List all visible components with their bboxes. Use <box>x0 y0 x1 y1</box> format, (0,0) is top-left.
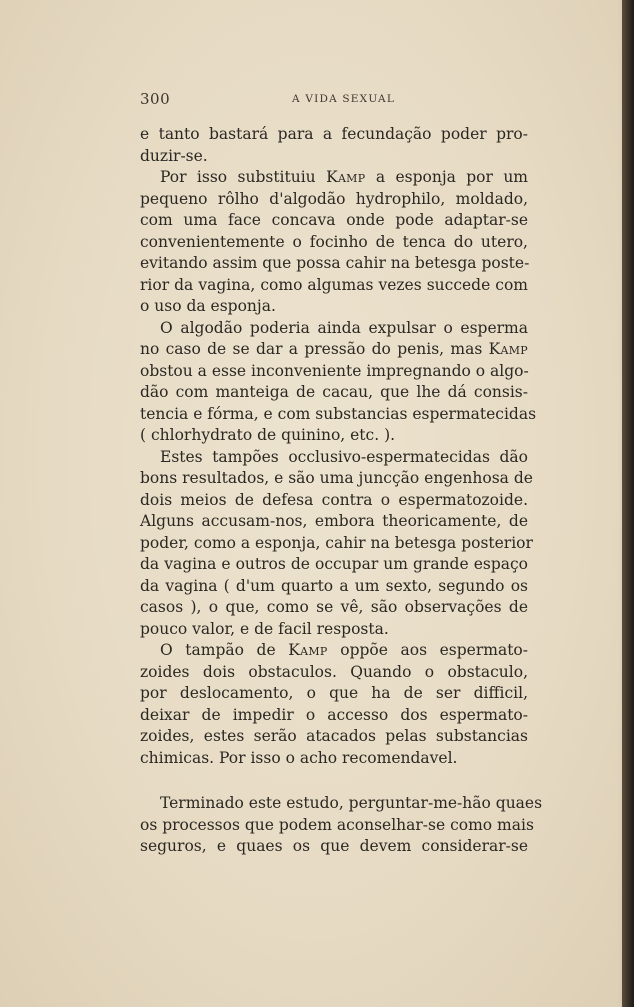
text-segment: por deslocamento, o que ha de ser difficil, <box>140 684 528 702</box>
text-line <box>140 146 528 168</box>
text-segment: dão com manteiga de cacau, que lhe dá consis- <box>140 383 528 401</box>
text-line <box>140 576 528 598</box>
text-line <box>140 210 528 232</box>
text-line <box>140 232 528 254</box>
text-segment: Por isso substituiu <box>160 168 327 186</box>
text-line <box>140 296 528 318</box>
text-line <box>140 447 528 469</box>
text-line <box>140 189 528 211</box>
text-segment: o uso da esponja. <box>140 297 276 315</box>
text-line <box>140 815 534 837</box>
text-segment: rior da vagina, como algumas vezes succede com <box>140 275 528 294</box>
text-segment: evitando assim que possa cahir na betesga poste- <box>140 254 530 272</box>
text-line <box>140 511 528 533</box>
text-line <box>140 640 528 662</box>
text-segment: deixar de impedir o accesso dos espermato- <box>140 705 528 724</box>
text-line <box>140 533 533 555</box>
text-line <box>140 468 533 490</box>
author-name-small-caps: Kamp <box>488 340 528 358</box>
text-segment: duzir-se. <box>140 146 208 165</box>
text-segment: seguros, e quaes os que devem considerar-se <box>140 837 528 855</box>
text-line <box>140 425 528 447</box>
author-name-small-caps: Kamp <box>288 641 328 659</box>
text-segment: pequeno rôlho d'algodão hydrophilo, moldado, <box>140 189 528 208</box>
text-line <box>140 683 528 705</box>
text-line <box>140 619 528 641</box>
paragraph-gap <box>140 769 528 793</box>
text-segment: casos ), o que, como se vê, são observações de <box>140 598 528 616</box>
text-segment: pouco valor, e de facil resposta. <box>140 619 389 638</box>
text-segment: os processos que podem aconselhar-se como mais <box>140 815 534 834</box>
text-line <box>140 554 528 576</box>
page-number: 300 <box>140 90 171 108</box>
text-line <box>140 253 528 275</box>
running-title: A VIDA SEXUAL <box>292 93 396 105</box>
text-segment: e tanto bastará para a fecundação poder pro- <box>140 125 528 143</box>
text-line <box>140 662 528 684</box>
text-line <box>140 705 528 727</box>
text-line <box>140 382 528 404</box>
text-segment: Alguns accusam-nos, embora theoricamente, de <box>140 512 528 530</box>
text-segment: da vagina e outros de occupar um grande espaço <box>140 555 528 573</box>
text-segment: O tampão de <box>160 641 289 659</box>
text-segment: obstou a esse inconveniente impregnando o algo- <box>140 361 529 380</box>
text-segment: tencia e fórma, e com substancias espermatecidas <box>140 404 537 423</box>
text-segment: bons resultados, e são uma juncção engenhosa de <box>140 469 533 487</box>
text-line <box>140 318 528 340</box>
author-name-small-caps: Kamp <box>326 168 366 186</box>
text-segment: zoides, estes serão atacados pelas substancias <box>140 727 528 745</box>
text-segment: poder, como a esponja, cahir na betesga posterior <box>140 533 533 552</box>
text-segment: Terminado este estudo, perguntar-me-hão quaes <box>160 794 543 812</box>
text-segment: convenientemente o focinho de tenca do utero, <box>140 232 528 251</box>
text-segment: Estes tampões occlusivo-espermatecidas dão <box>160 447 528 466</box>
text-line <box>140 726 528 748</box>
text-line <box>140 339 528 361</box>
body-text <box>140 124 543 858</box>
text-line <box>140 361 528 383</box>
text-line <box>140 793 543 815</box>
text-segment: dois meios de defesa contra o espermatozoide. <box>140 490 528 509</box>
text-line <box>140 275 528 297</box>
text-segment: O algodão poderia ainda expulsar o esperma <box>160 318 528 337</box>
text-line <box>140 404 537 426</box>
text-segment: oppõe aos espermato- <box>327 641 528 659</box>
text-segment: ( chlorhydrato de quinino, etc. ). <box>140 426 396 444</box>
text-segment: chimicas. Por isso o acho recomendavel. <box>140 748 458 767</box>
text-line <box>140 167 528 189</box>
book-binding-edge <box>622 0 634 1007</box>
page-header <box>140 90 528 110</box>
text-line <box>140 748 528 770</box>
text-line <box>140 597 528 619</box>
text-segment: no caso de se dar a pressão do penis, mas <box>140 340 489 358</box>
text-line <box>140 836 528 858</box>
text-line <box>140 490 528 512</box>
text-segment: zoides dois obstaculos. Quando o obstaculo, <box>140 662 528 681</box>
text-segment: com uma face concava onde pode adaptar-se <box>140 211 528 229</box>
text-segment: da vagina ( d'um quarto a um sexto, segundo os <box>140 576 528 595</box>
text-line <box>140 124 528 146</box>
text-segment: a esponja por um <box>365 168 528 186</box>
